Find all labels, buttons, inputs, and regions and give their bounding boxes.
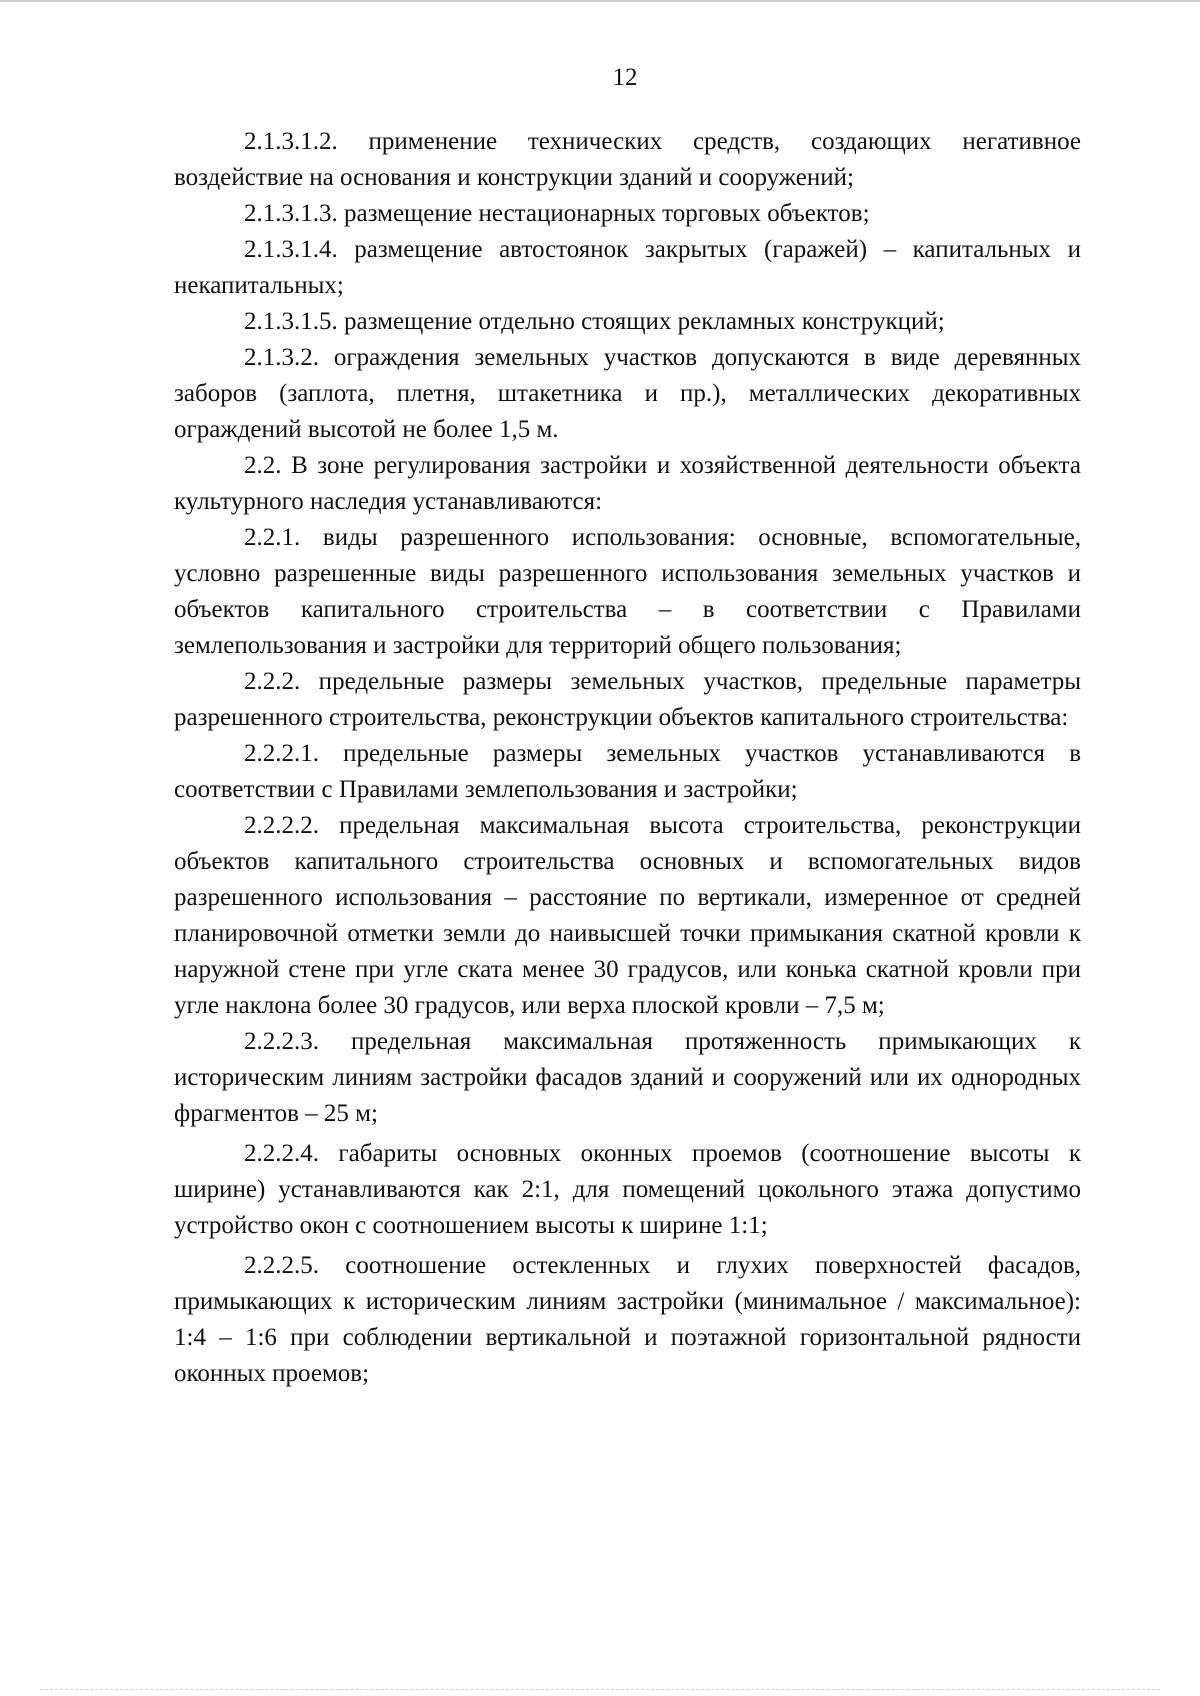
- paragraph-2-1-3-1-4: 2.1.3.1.4. размещение автостоянок закрытых (гаражей) – капитальных и некапитальных;: [174, 236, 1081, 299]
- scan-bottom-edge: [40, 1689, 1160, 1690]
- scan-top-edge: [0, 0, 1200, 2]
- paragraph-2-2-2-2: 2.2.2.2. предельная максимальная высота строительства, реконструкции объектов капитального строительства основных и вспомогательных видов разрешенного использования – расстояние по вертикали, измеренное от средней планировочной отметки земли до наивысшей точки примыкания скатной кровли к наружной стене при угле ската менее 30 градусов, или конька скатной кровли при угле наклона более 30 градусов, или верха плоской кровли – 7,5 м;: [174, 812, 1081, 1019]
- paragraph-2-2-2-1: 2.2.2.1. предельные размеры земельных участков устанавливаются в соответствии с Правилами землепользования и застройки;: [174, 740, 1081, 803]
- paragraph-2-2: 2.2. В зоне регулирования застройки и хозяйственной деятельности объекта культурного наследия устанавливаются:: [174, 452, 1081, 515]
- paragraph-2-2-2-4: 2.2.2.4. габариты основных оконных проемов (соотношение высоты к ширине) устанавливаются как 2:1, для помещений цокольного этажа допустимо устройство окон с соотношением высоты к ширине 1:1;: [174, 1140, 1081, 1239]
- paragraph-2-1-3-1-3: 2.1.3.1.3. размещение нестационарных торговых объектов;: [244, 200, 870, 227]
- paragraph-2-1-3-1-5: 2.1.3.1.5. размещение отдельно стоящих рекламных конструкций;: [244, 308, 945, 335]
- paragraph-2-1-3-2: 2.1.3.2. ограждения земельных участков допускаются в виде деревянных заборов (заплота, плетня, штакетника и пр.), металлических декоративных ограждений высотой не более 1,5 м.: [174, 344, 1081, 443]
- page-number: 12: [612, 64, 638, 91]
- paragraph-2-2-2-5: 2.2.2.5. соотношение остекленных и глухих поверхностей фасадов, примыкающих к историческим линиям застройки (минимальное / максимальное): 1:4 – 1:6 при соблюдении вертикальной и поэтажной горизонтальной рядности оконных проемов;: [174, 1252, 1081, 1387]
- paragraph-2-2-1: 2.2.1. виды разрешенного использования: основные, вспомогательные, условно разрешенные виды разрешенного использования земельных участков и объектов капитального строительства – в соответствии с Правилами землепользования и застройки для территорий общего пользования;: [174, 524, 1081, 659]
- paragraph-2-1-3-1-2: 2.1.3.1.2. применение технических средств, создающих негативное воздействие на основания и конструкции зданий и сооружений;: [174, 128, 1081, 191]
- paragraph-2-2-2: 2.2.2. предельные размеры земельных участков, предельные параметры разрешенного строительства, реконструкции объектов капитального строительства:: [174, 668, 1081, 731]
- document-body: [174, 124, 1081, 1392]
- paragraph-2-2-2-3: 2.2.2.3. предельная максимальная протяженность примыкающих к историческим линиям застройки фасадов зданий и сооружений или их однородных фрагментов – 25 м;: [174, 1028, 1081, 1127]
